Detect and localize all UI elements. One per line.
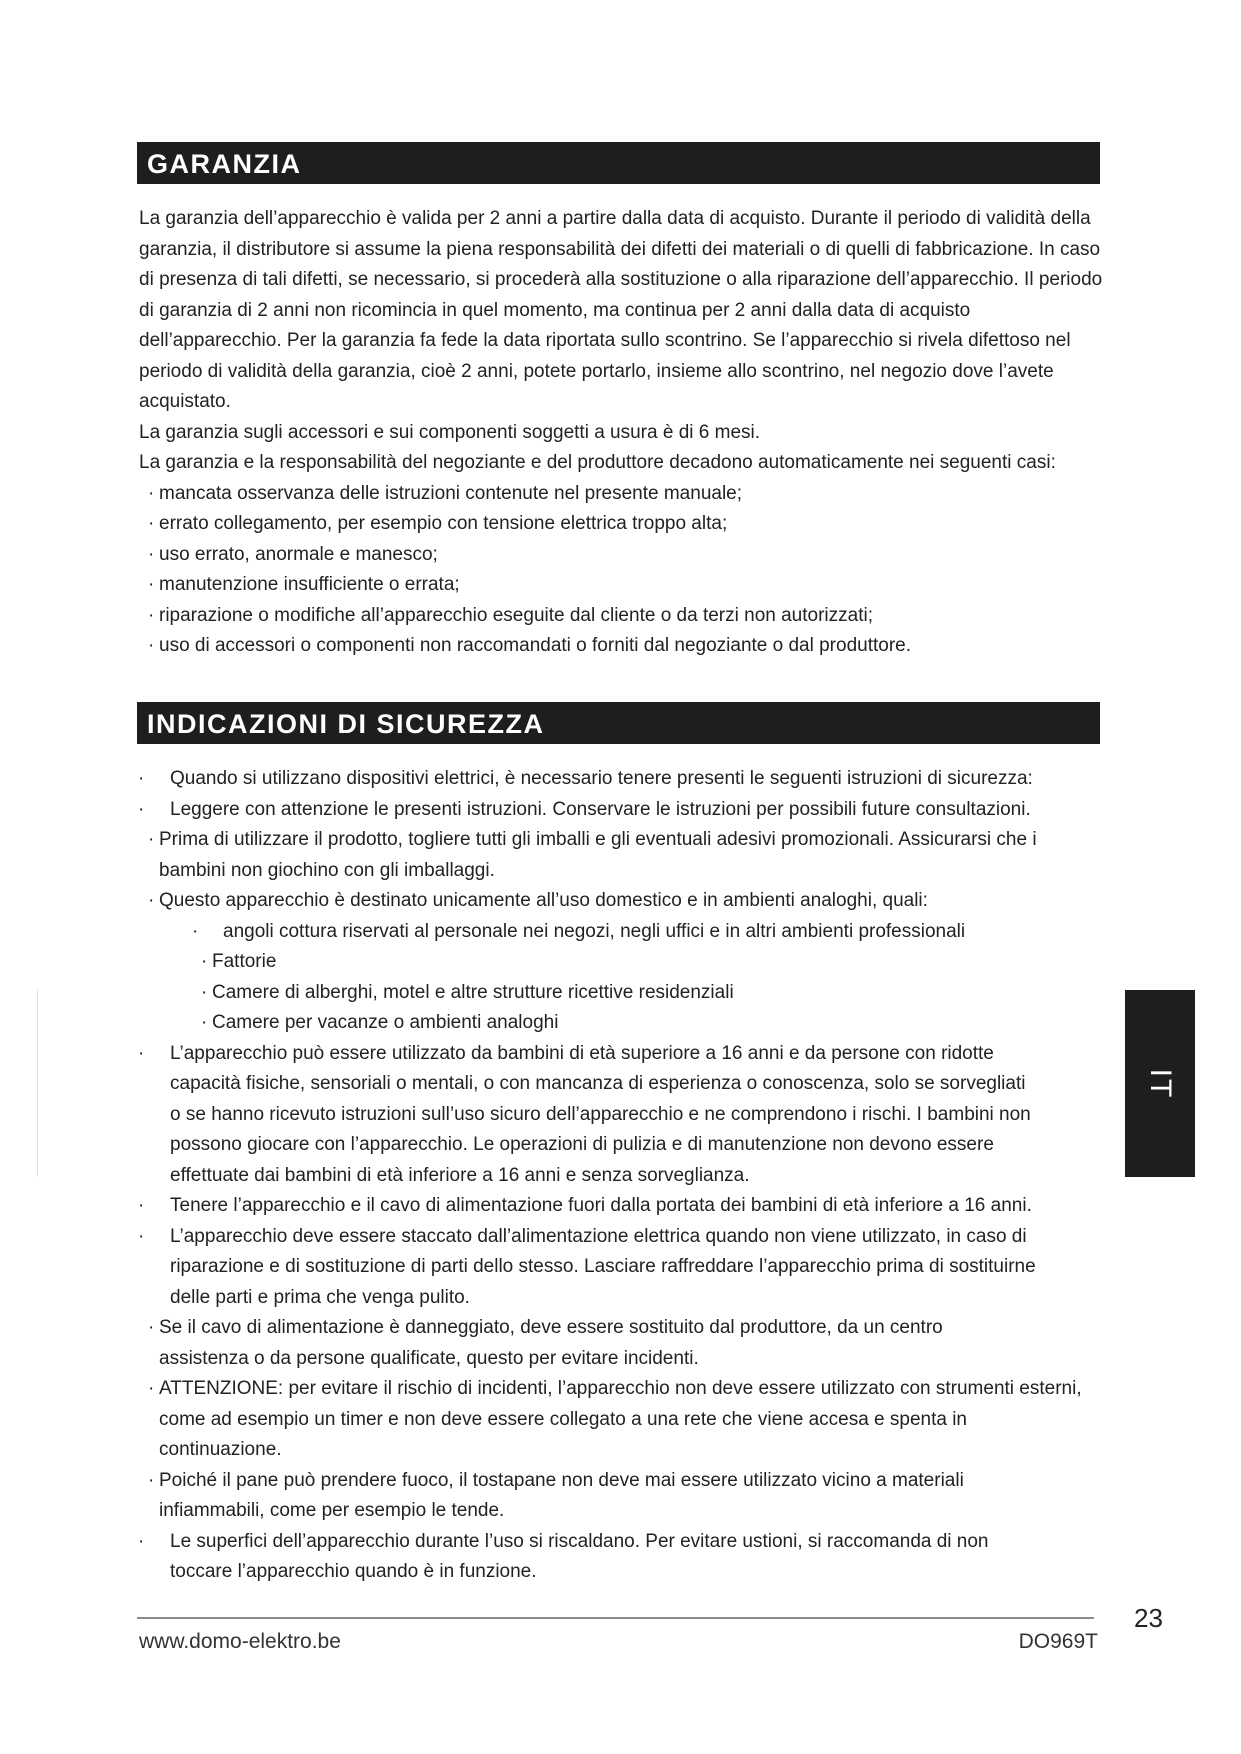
sub-list-item: · Camere di alberghi, motel e altre strutture ricettive residenziali: [201, 981, 734, 1003]
garanzia-paragraph: La garanzia sugli accessori e sui componenti soggetti a usura è di 6 mesi.: [139, 421, 761, 443]
footer-model: DO969T: [1018, 1630, 1098, 1653]
list-item: · riparazione o modifiche all’apparecchio eseguite dal cliente o da terzi non autorizzati;: [148, 604, 873, 626]
list-item: · Prima di utilizzare il prodotto, togliere tutti gli imballi e gli eventuali adesivi promozionali. Assicurarsi che i bambini non giochino con gli imballaggi.: [148, 829, 1037, 881]
list-item: · manutenzione insufficiente o errata;: [148, 574, 460, 595]
list-item: · uso di accessori o componenti non raccomandati o forniti dal negoziante o dal produttore.: [148, 635, 912, 656]
list-item: · mancata osservanza delle istruzioni contenute nel presente manuale;: [148, 482, 743, 504]
list-item: · Poiché il pane può prendere fuoco, il tostapane non deve mai essere utilizzato vicino a materiali infiammabili, come per esempio le tende.: [148, 1469, 964, 1521]
garanzia-body: [139, 204, 1109, 662]
list-item: · errato collegamento, per esempio con tensione elettrica troppo alta;: [148, 513, 728, 534]
list-item: · Le superfici dell’apparecchio durante l’uso si riscaldano. Per evitare ustioni, si raccomanda di non toccare l’apparecchio quando è in funzione.: [138, 1530, 989, 1582]
footer-divider: [137, 1617, 1094, 1619]
language-tab-label: IT: [1144, 1068, 1177, 1099]
list-item: · uso errato, anormale e manesco;: [148, 543, 438, 565]
page-number: 23: [1134, 1603, 1163, 1633]
sub-list-item: · Camere per vacanze o ambienti analoghi: [201, 1012, 559, 1033]
sub-list-item: · Fattorie: [201, 951, 277, 972]
list-item: · L’apparecchio può essere utilizzato da bambini di età superiore a 16 anni e da persone con ridotte capacità fisiche, sensoriali o mentali, o con mancanza di esperienza o conoscenza, solo se sorvegliati o se hanno ricevuto istruzioni sull’uso sicuro dell’apparecchio e ne comprendono i rischi. I bambini non possono giocare con l’apparecchio. Le operazioni di pulizia e di manutenzione non devono essere effettuate dai bambini di età inferiore a 16 anni e senza sorveglianza.: [138, 1042, 1031, 1186]
garanzia-paragraph: La garanzia dell’apparecchio è valida per 2 anni a partire dalla data di acquisto. Durante il periodo di validità della garanzia, il distributore si assume la piena responsabilità dei difetti dei materiali o di quelli di fabbricazione. In caso di presenza di tali difetti, se necessario, si procederà alla sostituzione o alla riparazione dell’apparecchio. Il periodo di garanzia di 2 anni non ricomincia in quel momento, ma continua per 2 anni dalla data di acquisto dell’apparecchio. Per la garanzia fa fede la data riportata sullo scontrino. Se l’apparecchio si rivela difettoso nel periodo di validità della garanzia, cioè 2 anni, potete portarlo, insieme allo scontrino, nel negozio dove l’avete acquistato.: [139, 208, 1103, 412]
list-item: · Questo apparecchio è destinato unicamente all’uso domestico e in ambienti analoghi, quali:: [148, 890, 928, 911]
list-item: · Quando si utilizzano dispositivi elettrici, è necessario tenere presenti le seguenti istruzioni di sicurezza:: [138, 768, 1033, 789]
list-item: · Se il cavo di alimentazione è danneggiato, deve essere sostituito dal produttore, da un centro assistenza o da persone qualificate, questo per evitare incidenti.: [148, 1317, 943, 1369]
section-title-sicurezza: INDICAZIONI DI SICUREZZA: [137, 702, 1100, 744]
section-title-garanzia: GARANZIA: [137, 142, 1100, 184]
sub-list-item: · angoli cottura riservati al personale nei negozi, negli uffici e in altri ambienti professionali: [192, 920, 966, 942]
footer-website: www.domo-elektro.be: [139, 1630, 341, 1653]
sicurezza-body: [139, 764, 1109, 1588]
margin-line: [37, 990, 38, 1177]
list-item: · Tenere l’apparecchio e il cavo di alimentazione fuori dalla portata dei bambini di età inferiore a 16 anni.: [138, 1195, 1032, 1216]
list-item: · Leggere con attenzione le presenti istruzioni. Conservare le istruzioni per possibili future consultazioni.: [138, 798, 1031, 820]
language-tab: [1125, 990, 1195, 1177]
list-item: · L’apparecchio deve essere staccato dall’alimentazione elettrica quando non viene utilizzato, in caso di riparazione e di sostituzione di parti dello stesso. Lasciare raffreddare l’apparecchio prima di sostituirne delle parti e prima che venga pulito.: [138, 1225, 1036, 1308]
list-item: · ATTENZIONE: per evitare il rischio di incidenti, l’apparecchio non deve essere utilizzato con strumenti esterni, come ad esempio un timer e non deve essere collegato a una rete che viene accesa e spenta in continuazione.: [148, 1378, 1082, 1460]
garanzia-paragraph: La garanzia e la responsabilità del negoziante e del produttore decadono automaticamente nei seguenti casi:: [139, 452, 1056, 473]
